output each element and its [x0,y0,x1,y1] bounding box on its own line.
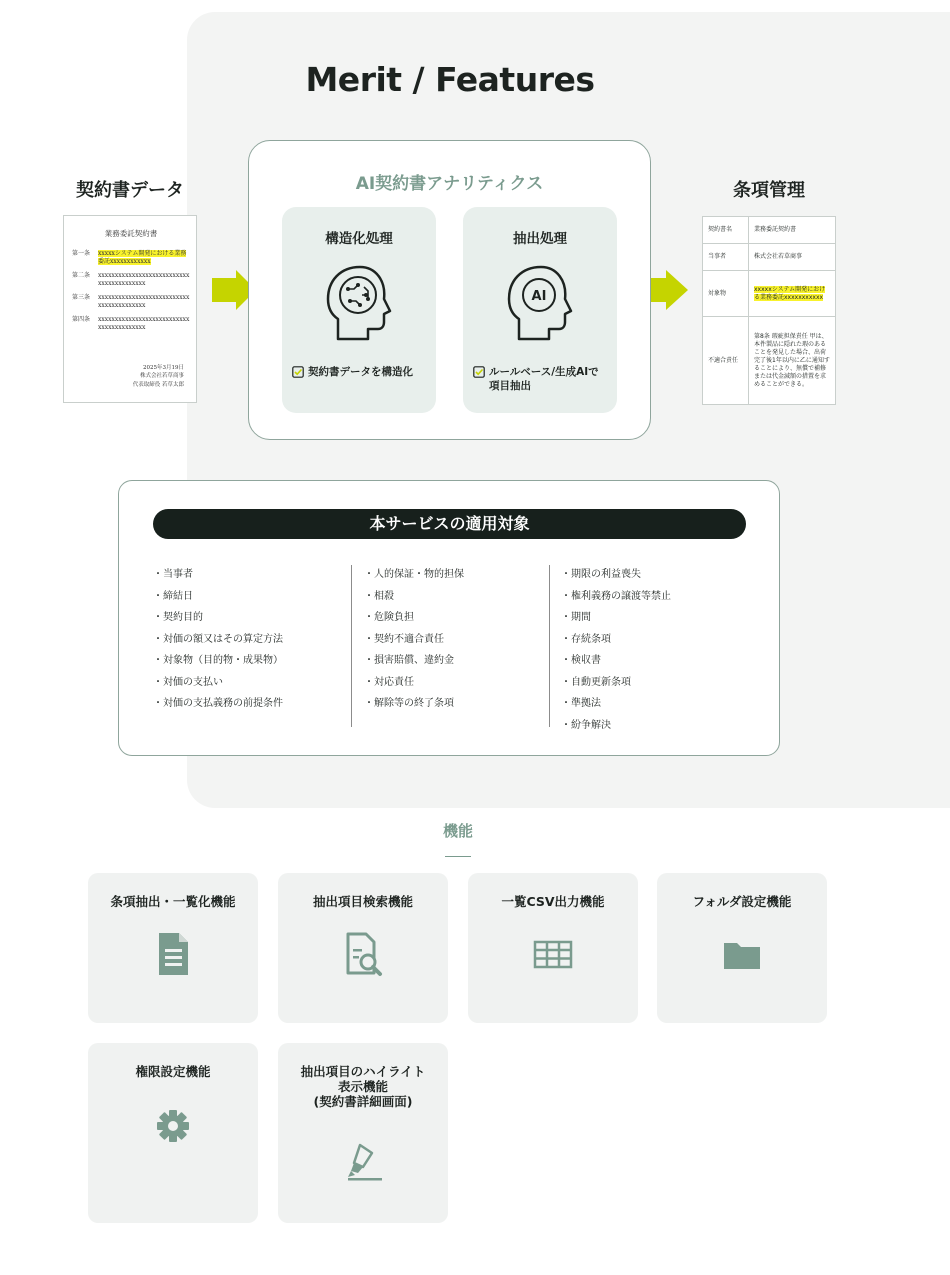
list-item: ・ 自動更新条項 [561,673,671,695]
list-item: ・ 当事者 [153,565,283,587]
service-targets-panel [118,480,780,756]
list-item: ・ 期限の利益喪失 [561,565,671,587]
table-key: 不適合責任 [703,317,749,405]
ai-analytics-panel [248,140,651,440]
document-search-icon [338,929,388,979]
extraction-process-card [463,207,617,413]
article-text: xxxxxxxxxxxxxxxxxxxxxxxxxxxxxxxxxxxxxxxxx [98,272,190,287]
card-title: 条項抽出・一覧化機能 [110,894,236,909]
doc-company: 株式会社若草商事 [139,373,184,379]
table-row [703,317,836,405]
doc-rep: 代表取締役 若草太郎 [132,381,184,388]
list-item: ・ 権利義務の譲渡等禁止 [561,587,671,609]
table-value: 株式会社若草商事 [749,244,836,271]
folder-icon [717,929,767,979]
doc-article [72,272,190,288]
table-icon [528,929,578,979]
target-list-col-1 [153,565,283,716]
doc-article [72,250,190,266]
process-title: 構造化処理 [325,231,393,247]
doc-article [72,316,190,332]
contract-document-preview [63,215,197,403]
list-item: ・ 相殺 [364,587,464,609]
table-row [703,244,836,271]
right-heading: 条項管理 [733,180,805,201]
list-item: ・ 検収書 [561,651,671,673]
list-item: ・ 対象物（目的物・成果物） [153,651,283,673]
process-caption-text: 契約書データを構造化 [308,366,413,378]
card-title: 権限設定機能 [135,1064,211,1079]
card-title: フォルダ設定機能 [692,894,792,909]
target-list-col-3 [561,565,671,737]
doc-date: 2025年3月19日 [143,364,184,371]
feature-card-permission-settings [88,1043,258,1223]
list-item: ・ 対価の支払い [153,673,283,695]
card-title: 抽出項目検索機能 [312,894,413,909]
process-title: 抽出処理 [513,231,567,247]
table-key: 当事者 [703,244,749,271]
table-key: 契約書名 [703,217,749,244]
checkbox-icon [292,366,304,378]
gear-icon [148,1101,198,1151]
column-divider [351,565,352,727]
analytics-heading: AI契約書アナリティクス [355,174,544,194]
doc-article [72,294,190,310]
table-value-highlighted: xxxxxシステム開発における業務委託xxxxxxxxxxx [754,285,826,301]
list-item: ・ 対価の額又はその算定方法 [153,630,283,652]
table-key: 対象物 [703,271,749,317]
features-heading: 機能 [442,822,473,840]
page-title: Merit / Features [305,60,595,99]
feature-card-csv-export [468,873,638,1023]
feature-card-item-search [278,873,448,1023]
highlighter-icon [338,1135,388,1185]
article-text: xxxxxxxxxxxxxxxxxxxxxxxxxxxxxxxxxxxxxxxxx [98,316,190,331]
process-caption-text: ルールベース/生成AIで項目抽出 [489,366,599,392]
feature-card-clause-list [88,873,258,1023]
brain-circuit-head-icon [320,259,400,347]
ai-label: AI [531,289,547,304]
list-item: ・ 契約不適合責任 [364,630,464,652]
list-item: ・ 契約目的 [153,608,283,630]
feature-card-folder-settings [657,873,827,1023]
feature-card-highlight-display [278,1043,448,1223]
document-icon [148,929,198,979]
table-row [703,271,836,317]
article-text: xxxxxxxxxxxxxxxxxxxxxxxxxxxxxxxxxxxxxxxxx [98,294,190,309]
list-item: ・ 期間 [561,608,671,630]
list-item: ・ 人的保証・物的担保 [364,565,464,587]
list-item: ・ 準拠法 [561,694,671,716]
table-value: 業務委託契約書 [749,217,836,244]
article-label: 第二条 [72,272,91,279]
list-item: ・ 存続条項 [561,630,671,652]
list-item: ・ 対応責任 [364,673,464,695]
target-list-col-2 [364,565,464,716]
process-caption [473,365,609,393]
left-heading: 契約書データ [76,180,184,201]
article-text-highlighted: xxxxxシステム開発における業務委託xxxxxxxxxxxx [98,250,187,265]
doc-title: 業務委託契約書 [104,229,158,238]
service-heading: 本サービスの適用対象 [153,509,746,539]
card-title: 抽出項目のハイライト 表示機能 (契約書詳細画面) [300,1064,426,1109]
table-row [703,217,836,244]
table-value: 第8条 瑕疵担保責任 甲は、本件製品に隠れた瑕のあることを発見した場合、出荷完了後1年以内に乙に通知することにより、無償で補修または代金減額の措置を求めることができる。 [749,317,836,405]
clause-table [702,216,836,405]
structuring-process-card [282,207,436,413]
heading-underline [445,856,471,857]
checkbox-icon [473,366,485,378]
process-caption [292,365,428,379]
list-item: ・ 危険負担 [364,608,464,630]
card-title: 一覧CSV出力機能 [501,894,605,909]
column-divider [549,565,550,727]
list-item: ・ 締結日 [153,587,283,609]
list-item: ・ 解除等の終了条項 [364,694,464,716]
list-item: ・ 紛争解決 [561,716,671,738]
list-item: ・ 損害賠償、違約金 [364,651,464,673]
doc-signature [133,364,184,390]
ai-head-icon [501,259,581,347]
article-label: 第三条 [72,294,91,301]
article-label: 第一条 [72,250,91,257]
article-label: 第四条 [72,316,91,323]
list-item: ・ 対価の支払義務の前提条件 [153,694,283,716]
